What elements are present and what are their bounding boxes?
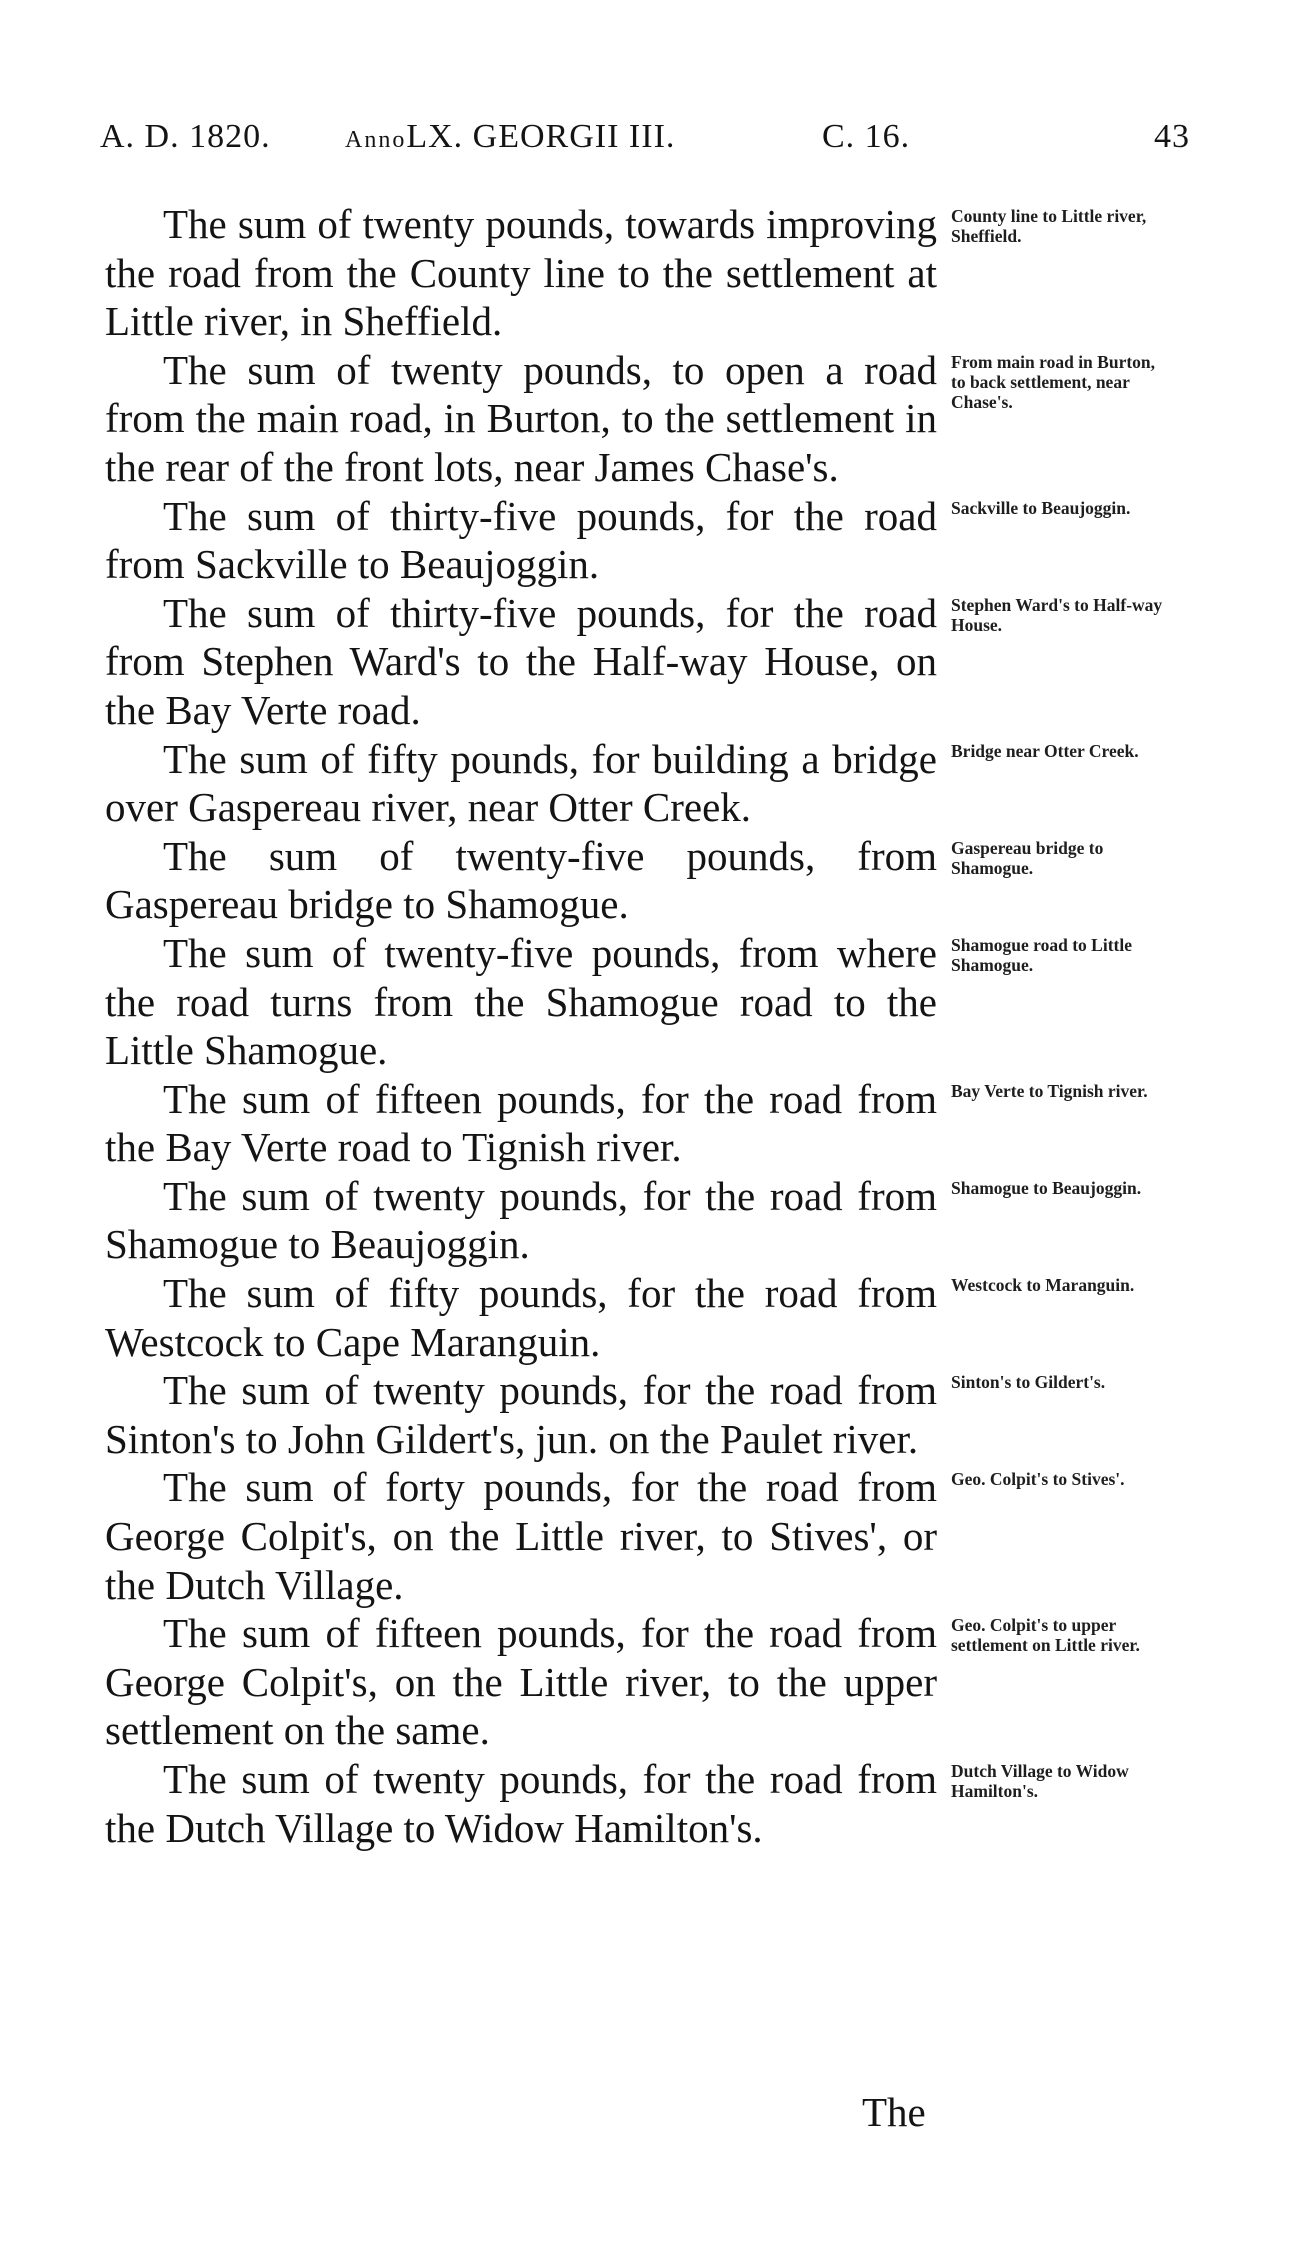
- margin-note-9: Shamogue to Beaujoggin.: [951, 1177, 1142, 1198]
- margin-note-14: Dutch Village to Widow Hamilton's.: [951, 1761, 1129, 1801]
- paragraph-text: The sum of forty pounds, for the road from George Colpit's, on the Little river, to Stives', or the Dutch Village.: [105, 1464, 937, 1608]
- paragraph-3: [105, 492, 1131, 589]
- header-date: A. D. 1820.: [100, 118, 271, 155]
- margin-note-11: Sinton's to Gildert's.: [951, 1372, 1106, 1393]
- catchword: The: [862, 2089, 926, 2135]
- paragraph-text: The sum of twenty pounds, to open a road from the main road, in Burton, to the settlement in the rear of the front lots, near James Chase's.: [105, 346, 937, 490]
- paragraph-7: [105, 929, 1132, 1075]
- body-text: [105, 200, 1163, 1852]
- paragraph-text: The sum of fifteen pounds, for the road from George Colpit's, on the Little river, to the upper settlement on the same.: [105, 1610, 937, 1754]
- margin-note-8: Bay Verte to Tignish river.: [951, 1080, 1148, 1101]
- paragraph-text: The sum of twenty pounds, for the road from Shamogue to Beaujoggin.: [105, 1172, 937, 1268]
- paragraph-text: The sum of fifty pounds, for building a bridge over Gaspereau river, near Otter Creek.: [105, 735, 937, 831]
- paragraph-text: The sum of twenty-five pounds, from where the road turns from the Shamogue road to the Little Shamogue.: [105, 929, 937, 1074]
- margin-note-10: Westcock to Maranguin.: [951, 1275, 1135, 1296]
- header-regnal: LX. GEORGII III.: [406, 118, 676, 155]
- paragraph-14: [105, 1755, 1129, 1852]
- running-head: [100, 118, 1190, 162]
- margin-note-1: County line to Little river, Sheffield.: [951, 206, 1147, 246]
- paragraph-5: [105, 735, 1139, 832]
- paragraph-10: [105, 1269, 1135, 1366]
- paragraph-text: The sum of fifteen pounds, for the road from the Bay Verte road to Tignish river.: [105, 1075, 937, 1171]
- paragraph-12: [105, 1463, 1125, 1609]
- paragraph-text: The sum of twenty pounds, for the road from the Dutch Village to Widow Hamilton's.: [105, 1756, 937, 1851]
- paragraph-2: [105, 346, 1156, 492]
- header-regnal-year: [345, 118, 675, 156]
- paragraph-text: The sum of thirty-five pounds, for the road from Sackville to Beaujoggin.: [105, 492, 937, 588]
- margin-note-3: Sackville to Beaujoggin.: [951, 497, 1131, 518]
- paragraph-11: [105, 1366, 1106, 1463]
- header-chapter: C. 16.: [822, 118, 911, 155]
- margin-note-12: Geo. Colpit's to Stives'.: [951, 1469, 1125, 1490]
- paragraph-text: The sum of twenty-five pounds, from Gaspereau bridge to Shamogue.: [105, 832, 937, 928]
- paragraph-text: The sum of twenty pounds, towards improving the road from the County line to the settlement at Little river, in Sheffield.: [105, 201, 937, 345]
- margin-note-4: Stephen Ward's to Half-way House.: [951, 594, 1163, 635]
- paragraph-6: [105, 832, 1104, 929]
- margin-note-13: Geo. Colpit's to upper settlement on Little river.: [951, 1615, 1140, 1656]
- margin-note-7: Shamogue road to Little Shamogue.: [951, 934, 1132, 975]
- paragraph-4: [105, 589, 1163, 735]
- margin-note-5: Bridge near Otter Creek.: [951, 740, 1139, 761]
- header-anno: Anno: [345, 127, 407, 153]
- paragraph-13: [105, 1609, 1140, 1755]
- page-number: 43: [1154, 118, 1190, 155]
- paragraph-9: [105, 1172, 1142, 1269]
- paragraph-8: [105, 1075, 1148, 1172]
- margin-note-6: Gaspereau bridge to Shamogue.: [951, 837, 1104, 878]
- paragraph-1: [105, 200, 1147, 346]
- paragraph-text: The sum of thirty-five pounds, for the road from Stephen Ward's to the Half-way House, on the Bay Verte road.: [105, 589, 937, 733]
- margin-note-2: From main road in Burton, to back settlement, near Chase's.: [951, 351, 1156, 412]
- paragraph-text: The sum of twenty pounds, for the road from Sinton's to John Gildert's, jun. on the Paulet river.: [105, 1367, 937, 1462]
- paragraph-text: The sum of fifty pounds, for the road from Westcock to Cape Maranguin.: [105, 1270, 937, 1365]
